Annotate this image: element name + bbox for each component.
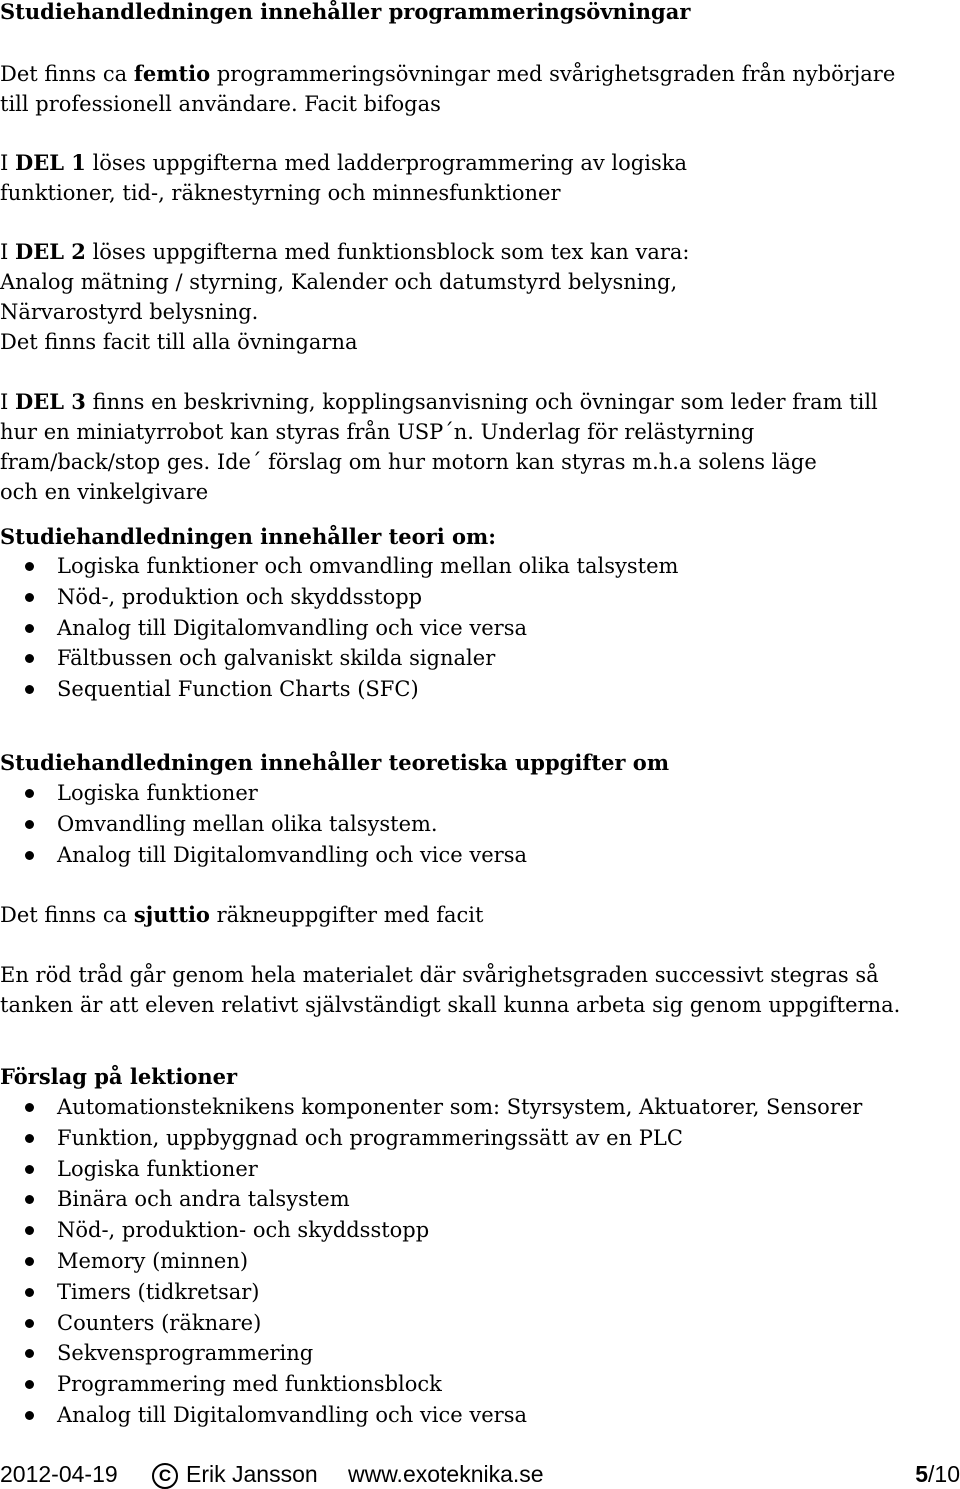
list-item: Logiska funktioner <box>0 778 527 809</box>
list-item: Nöd-, produktion- och skyddsstopp <box>0 1215 862 1246</box>
del3-line-4: och en vinkelgivare <box>0 480 209 504</box>
list-item: Automationsteknikens komponenter som: Styrsystem, Aktuatorer, Sensorer <box>0 1092 862 1123</box>
list-item: Timers (tidkretsar) <box>0 1277 862 1308</box>
page-title: Studiehandledningen innehåller programmeringsövningar <box>0 0 691 24</box>
thread-line-2: tanken är att eleven relativt självständigt skall kunna arbeta sig genom uppgifterna. <box>0 993 901 1017</box>
list-item: Nöd-, produktion och skyddsstopp <box>0 582 678 613</box>
list-item: Analog till Digitalomvandling och vice versa <box>0 613 678 644</box>
list-item: Sekvensprogrammering <box>0 1338 862 1369</box>
list-item: Analog till Digitalomvandling och vice versa <box>0 1400 862 1431</box>
lessons-list <box>0 1092 862 1431</box>
copyright-icon: C <box>152 1463 178 1489</box>
intro-bold: femtio <box>133 61 211 86</box>
del1-line-2: funktioner, tid-, räknestyrning och minnesfunktioner <box>0 181 561 205</box>
del3-line-3: fram/back/stop ges. Ide´ förslag om hur motorn kan styras m.h.a solens läge <box>0 450 817 474</box>
del1-pre: I <box>0 151 15 175</box>
page-number <box>915 1460 960 1488</box>
del3-pre: I <box>0 390 15 414</box>
page-footer <box>0 1460 960 1488</box>
del3-bold: DEL 3 <box>14 389 86 414</box>
del2-bold: DEL 2 <box>14 239 86 264</box>
list-item: Omvandling mellan olika talsystem. <box>0 809 527 840</box>
theory-heading: Studiehandledningen innehåller teori om: <box>0 524 496 549</box>
intro-line-1 <box>0 59 895 89</box>
theory-list <box>0 551 678 705</box>
list-item: Logiska funktioner och omvandling mellan olika talsystem <box>0 551 678 582</box>
tasks-list <box>0 778 527 870</box>
seventy-bold: sjuttio <box>133 902 210 927</box>
seventy-line <box>0 900 483 930</box>
del3-line-2: hur en miniatyrrobot kan styras från USP´n. Underlag för relästyrning <box>0 420 755 444</box>
intro-pre: Det finns ca <box>0 62 134 86</box>
del2-post: löses uppgifterna med funktionsblock som tex kan vara: <box>85 240 690 264</box>
tasks-heading: Studiehandledningen innehåller teoretiska uppgifter om <box>0 750 670 775</box>
del1-bold: DEL 1 <box>14 150 86 175</box>
page-total: /10 <box>928 1461 960 1487</box>
del1-post: löses uppgifterna med ladderprogrammering av logiska <box>85 151 687 175</box>
del2-line-4: Det finns facit till alla övningarna <box>0 330 358 354</box>
del3-post: finns en beskrivning, kopplingsanvisning och övningar som leder fram till <box>85 390 878 414</box>
del1-line-1 <box>0 148 687 178</box>
list-item: Funktion, uppbyggnad och programmeringssätt av en PLC <box>0 1123 862 1154</box>
list-item: Memory (minnen) <box>0 1246 862 1277</box>
list-item: Logiska funktioner <box>0 1154 862 1185</box>
del2-line-3: Närvarostyrd belysning. <box>0 300 259 324</box>
intro-post: programmeringsövningar med svårighetsgraden från nybörjare <box>210 62 896 86</box>
list-item: Sequential Function Charts (SFC) <box>0 674 678 705</box>
list-item: Fältbussen och galvaniskt skilda signaler <box>0 643 678 674</box>
list-item: Analog till Digitalomvandling och vice versa <box>0 840 527 871</box>
thread-line-1: En röd tråd går genom hela materialet där svårighetsgraden successivt stegras så <box>0 963 879 987</box>
footer-url[interactable]: www.exoteknika.se <box>348 1461 544 1487</box>
del3-line-1 <box>0 387 878 417</box>
del2-line-1 <box>0 237 689 267</box>
footer-date: 2012-04-19 <box>0 1461 118 1487</box>
page-current: 5 <box>915 1461 929 1487</box>
del2-line-2: Analog mätning / styrning, Kalender och datumstyrd belysning, <box>0 270 678 294</box>
del2-pre: I <box>0 240 15 264</box>
seventy-pre: Det finns ca <box>0 903 134 927</box>
list-item: Binära och andra talsystem <box>0 1184 862 1215</box>
footer-copyright <box>152 1460 318 1489</box>
seventy-post: räkneuppgifter med facit <box>209 903 484 927</box>
list-item: Counters (räknare) <box>0 1308 862 1339</box>
lessons-heading: Förslag på lektioner <box>0 1064 238 1089</box>
intro-line-2: till professionell användare. Facit bifogas <box>0 92 441 116</box>
footer-author: Erik Jansson <box>186 1461 318 1487</box>
list-item: Programmering med funktionsblock <box>0 1369 862 1400</box>
